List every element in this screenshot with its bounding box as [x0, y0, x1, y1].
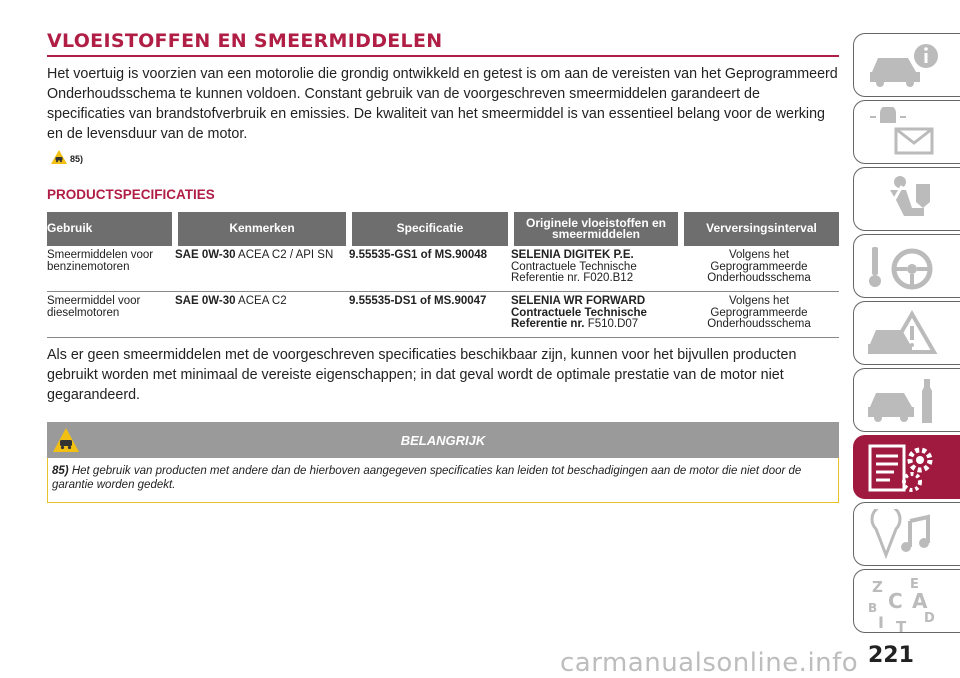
index-letter: I: [878, 613, 884, 632]
after-table-paragraph: Als er geen smeermiddelen met de voorgeschreven specificaties beschikbaar zijn, kunnen voor het bijvullen producten gebruikt worden met minimaal de vereiste eigenschappen; in dat geval wordt de optimale prestatie van de motor niet gegarandeerd.: [47, 347, 797, 403]
cell-gebruik: Smeermiddel voor dieselmotoren: [47, 292, 175, 338]
tab-car-info[interactable]: [853, 33, 960, 97]
cell-kenmerken-norms: ACEA C2: [235, 295, 287, 307]
cell-interval: Volgens het Geprogrammeerde Onderhoudsschema: [681, 246, 839, 292]
col-header-interval: Verversingsinterval: [681, 212, 839, 246]
important-label: BELANGRIJK: [400, 433, 486, 448]
tab-multimedia[interactable]: [853, 502, 960, 566]
index-letter: T: [896, 618, 907, 632]
col-header-specificatie: Specificatie: [349, 212, 511, 246]
index-letter: D: [924, 611, 935, 626]
cell-origineel-product: SELENIA DIGITEK P.E.: [511, 249, 634, 261]
page-title: VLOEISTOFFEN EN SMEERMIDDELEN: [47, 30, 839, 57]
important-number: 85): [52, 465, 69, 477]
warning-ref-number: 85): [70, 154, 84, 164]
table-row: [47, 246, 839, 292]
important-box: [47, 458, 839, 503]
cell-origineel: [511, 292, 681, 338]
tab-technical-data[interactable]: [853, 435, 960, 499]
tab-safety[interactable]: [853, 167, 960, 231]
car-emergency-icon: [866, 308, 946, 360]
table-row: [47, 292, 839, 338]
warning-car-icon: [51, 150, 67, 164]
index-letter: A: [912, 589, 928, 613]
cell-kenmerken-grade: SAE 0W-30: [175, 295, 236, 307]
cell-kenmerken: [175, 246, 349, 292]
seat-safety-icon: [866, 174, 946, 226]
cell-origineel-reference: Contractuele Technische Referentie nr. F020.B12: [511, 260, 637, 284]
col-header-kenmerken: Kenmerken: [175, 212, 349, 246]
warning-lights-icon: [866, 107, 946, 159]
cell-specificatie: 9.55535-GS1 of MS.90048: [349, 246, 511, 292]
spec-table: [47, 212, 839, 338]
alphabetical-index-icon: [866, 576, 950, 632]
section-heading: PRODUCTSPECIFICATIES: [47, 187, 215, 202]
important-header: [47, 422, 839, 458]
tab-emergency[interactable]: [853, 301, 960, 365]
cell-kenmerken: [175, 292, 349, 338]
table-header-row: [47, 212, 839, 246]
page-number: 221: [868, 643, 914, 668]
cell-origineel-reference: F510.D07: [587, 318, 639, 330]
index-letter: C: [888, 589, 903, 613]
warning-reference: [47, 146, 839, 168]
cell-specificatie: 9.55535-DS1 of MS.90047: [349, 292, 511, 338]
index-letter: E: [910, 577, 919, 592]
tab-warning-lights[interactable]: [853, 100, 960, 164]
key-steering-icon: [866, 241, 946, 293]
car-info-icon: [866, 40, 946, 90]
tab-index[interactable]: [853, 569, 960, 633]
col-header-origineel: Originele vloeistoffen en smeermiddelen: [511, 212, 681, 246]
cell-origineel: [511, 246, 681, 292]
multimedia-icon: [866, 509, 946, 561]
cell-kenmerken-grade: SAE 0W-30: [175, 249, 236, 261]
cell-kenmerken-norms: ACEA C2 / API SN: [235, 249, 334, 261]
cell-origineel-product: SELENIA WR FORWARD Contractuele Technische Referentie nr.: [511, 295, 647, 330]
index-letter: Z: [872, 578, 883, 596]
important-text: Het gebruik van producten met andere dan de hierboven aangegeven specificaties kan leiden tot beschadigingen aan de motor die niet door de garantie worden gedekt.: [52, 465, 802, 491]
technical-data-icon: [866, 442, 946, 498]
cell-gebruik: Smeermiddelen voor benzinemotoren: [47, 246, 175, 292]
tab-maintenance[interactable]: [853, 368, 960, 432]
tab-starting-driving[interactable]: [853, 234, 960, 298]
car-maintenance-icon: [866, 375, 946, 427]
index-letter: B: [868, 601, 878, 615]
intro-paragraph: Het voertuig is voorzien van een motorolie die grondig ontwikkeld en getest is om aan de vereisten van het Geprogrammeerd Onderhoudsschema te kunnen voldoen. Constant gebruik van de voorgeschreven smeermiddelen garandeert de specificaties van brandstofverbruik en emissies. De kwaliteit van het smeermiddel is van essentieel belang voor de werking en de levensduur van de motor.: [47, 66, 838, 142]
important-note: [52, 464, 812, 492]
col-header-gebruik: Gebruik: [47, 212, 175, 246]
cell-interval: Volgens het Geprogrammeerde Onderhoudsschema: [681, 292, 839, 338]
watermark: carmanualsonline.info: [560, 648, 859, 678]
main-content: [47, 30, 839, 503]
